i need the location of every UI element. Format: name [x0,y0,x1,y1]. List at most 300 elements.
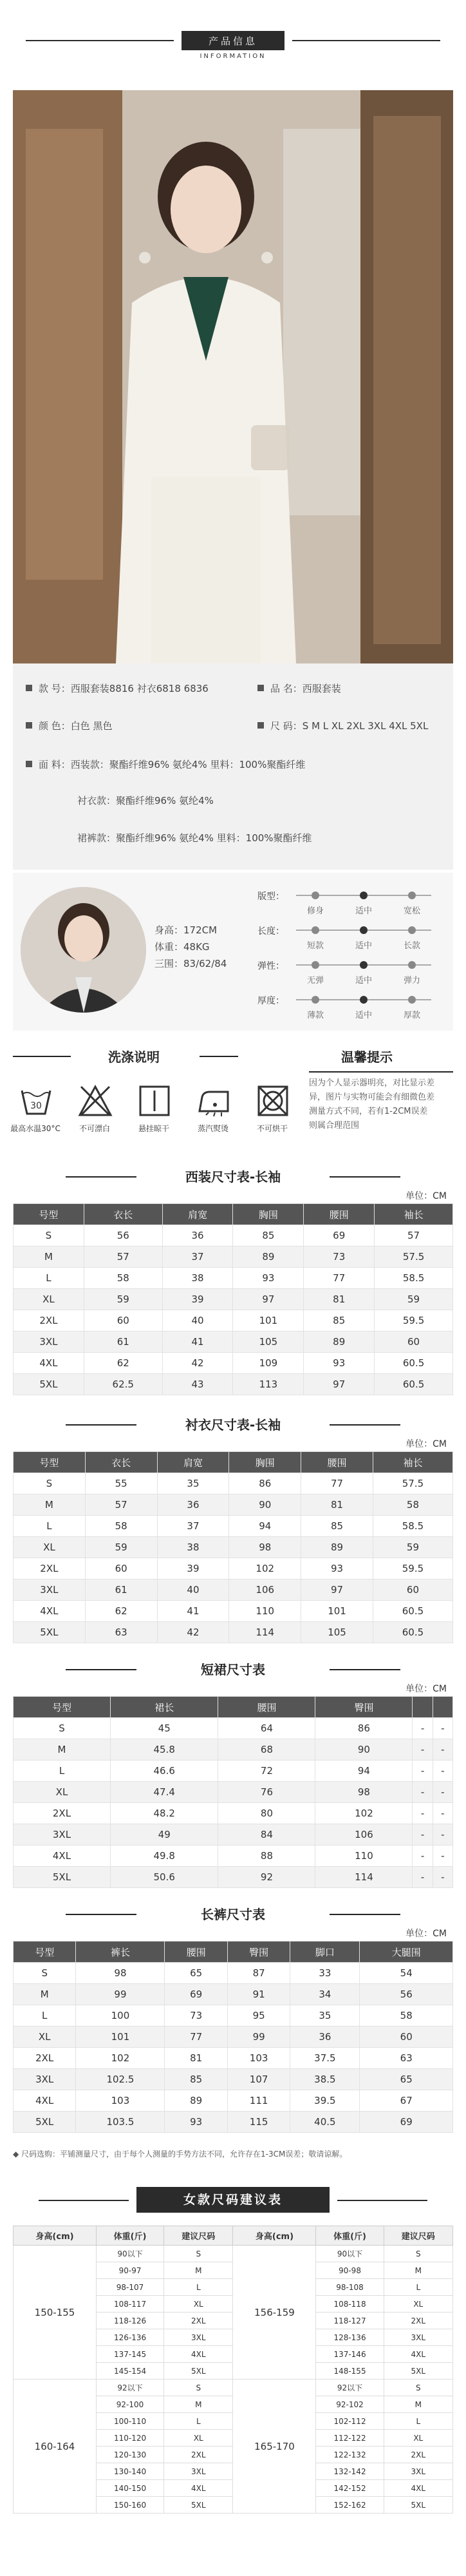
table-cell: 115 [227,2112,290,2133]
table-cell: 48.2 [110,1803,218,1824]
scale-dot [360,926,368,934]
table-cell: S [14,1225,84,1246]
table-cell: 38 [157,1537,229,1558]
table-cell: 113 [233,1374,304,1395]
table-cell: 93 [301,1558,373,1579]
table-row [14,1984,453,2005]
care-section [10,1047,453,1153]
table-cell: 64 [218,1718,315,1739]
rec-weight-cell: 90以下 [97,2246,164,2262]
table-cell: 5XL [14,1867,111,1888]
size-table-unit: 单位：CM [405,1439,447,1449]
table-cell: 2XL [14,2048,76,2069]
table-header-cell [413,1697,433,1718]
table-cell: XL [14,1289,84,1310]
table-cell: 45 [110,1718,218,1739]
table-cell: 59.5 [375,1310,453,1331]
table-cell: 4XL [14,1846,111,1867]
table-cell: 89 [304,1331,375,1353]
table-cell: 89 [165,2090,227,2112]
table-cell: 85 [165,2069,227,2090]
rec-row [14,2380,453,2396]
table-cell: 40 [162,1310,233,1331]
table-cell: 69 [304,1225,375,1246]
table-header-cell [433,1697,452,1718]
rec-size-cell: 4XL [384,2346,452,2363]
table-row [14,1803,453,1824]
tip-line: 异，图片与实物可能会有细微色差 [309,1092,435,1102]
size-table-title: 短裙尺寸表 [136,1659,330,1681]
rec-size-cell: 2XL [384,2313,452,2329]
table-cell: 94 [315,1760,413,1782]
scale-option: 短款 [306,941,324,951]
table-cell: 114 [229,1622,301,1643]
table-cell: 5XL [14,1622,86,1643]
table-cell: 85 [233,1225,304,1246]
rec-weight-cell: 98-107 [97,2279,164,2296]
table-cell: M [14,1246,84,1268]
table-row [14,2048,453,2069]
rec-size-cell: XL [384,2430,452,2447]
model-avatar [21,887,146,1013]
size-table-unit: 单位：CM [405,1929,447,1939]
table-cell: - [413,1846,433,1867]
table-cell: 84 [218,1824,315,1846]
table-cell: 4XL [14,1601,86,1622]
table-header-cell: 肩宽 [157,1452,229,1473]
table-cell: 65 [360,2069,453,2090]
rec-size-cell: L [384,2413,452,2430]
table-cell: 3XL [14,1331,84,1353]
table-row [14,1718,453,1739]
table-cell: 58 [360,2005,453,2027]
table-cell: 81 [165,2048,227,2069]
rec-weight-cell: 108-118 [316,2296,384,2313]
scale-dot [312,926,319,934]
table-cell: 73 [165,2005,227,2027]
table-cell: 67 [360,2090,453,2112]
size-recommendation-table [13,2226,453,2514]
table-cell: 60.5 [375,1374,453,1395]
table-cell: 77 [304,1268,375,1289]
table-cell: 59 [84,1289,162,1310]
table-cell: 99 [227,2027,290,2048]
table-cell: - [433,1867,452,1888]
table-row [14,2090,453,2112]
table-cell: 60.5 [375,1353,453,1374]
scale-option: 适中 [355,976,372,986]
water-temp-value: 30 [30,1101,42,1111]
table-cell: L [14,1516,86,1537]
rec-header-cell: 建议尺码 [164,2226,233,2246]
table-row [14,1353,453,1374]
table-cell: XL [14,1782,111,1803]
table-cell: 59 [373,1537,452,1558]
model-weight: 体重：48KG [154,941,210,953]
table-cell: 57.5 [375,1246,453,1268]
rec-size-cell: L [384,2279,452,2296]
table-row [14,2112,453,2133]
table-cell: 109 [233,1353,304,1374]
table-cell: 58 [84,1268,162,1289]
table-header-row [14,1942,453,1963]
table-cell: 63 [85,1622,157,1643]
table-cell: 47.4 [110,1782,218,1803]
hang-dry-icon [136,1083,172,1119]
care-caption: 不可漂白 [79,1124,110,1133]
scale-dot [408,892,416,899]
table-row [14,1516,453,1537]
table-cell: 110 [315,1846,413,1867]
care-caption: 蒸汽熨烫 [197,1124,228,1133]
tip-line: 测量方式不同，若有1-2CM误差 [309,1107,428,1116]
table-cell: 98 [315,1782,413,1803]
table-cell: 37 [162,1246,233,1268]
table-cell: 60.5 [373,1601,452,1622]
table-row [14,1289,453,1310]
table-row [14,1601,453,1622]
table-cell: 98 [76,1963,165,1984]
table-cell: - [433,1739,452,1760]
table-cell: 69 [360,2112,453,2133]
table-cell: 106 [315,1824,413,1846]
rec-weight-cell: 128-136 [316,2329,384,2346]
tips-text [309,1076,434,1133]
table-cell: 50.6 [110,1867,218,1888]
product-photo [13,90,453,663]
size-table-section [13,1659,453,1897]
table-header-cell: 裤长 [76,1942,165,1963]
table-cell: 63 [360,2048,453,2069]
table-cell: S [14,1718,111,1739]
care-caption: 不可烘干 [256,1124,288,1133]
table-header-cell: 号型 [14,1697,111,1718]
scale-option: 适中 [355,941,372,951]
scale-option: 适中 [355,1011,372,1020]
table-cell: 97 [301,1579,373,1601]
rec-weight-cell: 102-112 [316,2413,384,2430]
rec-size-cell: XL [384,2296,452,2313]
table-cell: 93 [233,1268,304,1289]
table-cell: L [14,1760,111,1782]
table-cell: 58 [85,1516,157,1537]
scale-label: 厚度： [257,996,284,1006]
table-cell: 5XL [14,1374,84,1395]
table-cell: 95 [227,2005,290,2027]
table-cell: 90 [315,1739,413,1760]
table-cell: 2XL [14,1310,84,1331]
model-avatar-illustration [21,887,146,1013]
rec-size-cell: L [164,2413,233,2430]
table-cell: 94 [229,1516,301,1537]
rec-header-cell: 体重(斤) [97,2226,164,2246]
rec-row [14,2246,453,2262]
table-cell: 60 [85,1558,157,1579]
table-cell: 97 [233,1289,304,1310]
table-cell: 89 [233,1246,304,1268]
model-height: 身高：172CM [154,924,218,936]
table-row [14,1558,453,1579]
rec-header-cell: 建议尺码 [384,2226,452,2246]
table-cell: 42 [157,1622,229,1643]
table-header-row [14,1204,453,1225]
table-cell: 35 [290,2005,360,2027]
table-cell: - [433,1760,452,1782]
table-header-cell: 衣长 [85,1452,157,1473]
table-header-cell: 臀围 [227,1942,290,1963]
table-cell: - [413,1867,433,1888]
table-cell: 39.5 [290,2090,360,2112]
rec-size-cell: 5XL [384,2497,452,2514]
table-cell: 93 [165,2112,227,2133]
scale-dot [360,892,368,899]
table-cell: 46.6 [110,1760,218,1782]
product-info-panel [13,663,453,870]
table-cell: 57 [85,1494,157,1516]
rec-weight-cell: 140-150 [97,2480,164,2497]
model-info-panel [13,873,453,1031]
style-number-value: 西服套装8816 衬衣6818 6836 [70,683,209,694]
rec-size-cell: M [164,2396,233,2413]
table-row [14,1268,453,1289]
rec-weight-cell: 98-108 [316,2279,384,2296]
table-cell: 105 [301,1622,373,1643]
rec-size-cell: S [164,2246,233,2262]
rec-header-row [14,2226,453,2246]
fabric-label: 面 料： [39,759,71,770]
table-header-cell: 袖长 [373,1452,452,1473]
table-cell: 102 [76,2048,165,2069]
table-row [14,2069,453,2090]
rec-size-cell: 4XL [164,2480,233,2497]
table-cell: 69 [165,1984,227,2005]
scale-option: 修身 [306,906,324,916]
table-cell: 59 [375,1289,453,1310]
rec-weight-cell: 137-145 [97,2346,164,2363]
table-cell: 54 [360,1963,453,1984]
table-cell: 60 [373,1579,452,1601]
table-cell: 73 [304,1246,375,1268]
table-cell: 39 [157,1558,229,1579]
size-table [13,1203,453,1395]
rec-weight-cell: 112-122 [316,2430,384,2447]
rec-weight-cell: 92以下 [316,2380,384,2396]
table-cell: 85 [301,1516,373,1537]
table-header-cell: 臀围 [315,1697,413,1718]
table-cell: 61 [84,1331,162,1353]
table-cell: 72 [218,1760,315,1782]
size-table-title: 衬衣尺寸表-长袖 [136,1414,330,1436]
rec-height-cell: 150-155 [14,2246,97,2380]
rec-weight-cell: 122-132 [316,2447,384,2463]
table-header-cell: 脚口 [290,1942,360,1963]
bullet-square-icon [257,685,264,691]
table-row [14,1963,453,1984]
table-cell: - [413,1718,433,1739]
size-table [13,1941,453,2133]
color-row [26,719,113,732]
rec-size-cell: M [384,2396,452,2413]
table-header-cell: 胸围 [233,1204,304,1225]
header-divider-left [26,40,174,41]
rec-weight-cell: 120-130 [97,2447,164,2463]
care-divider-left [13,1056,71,1057]
table-header-row [14,1452,453,1473]
table-cell: 60 [375,1331,453,1353]
table-cell: 36 [157,1494,229,1516]
fabric-suit: 西装款：聚酯纤维96% 氨纶4% 里料：100%聚酯纤维 [70,759,306,770]
rec-weight-cell: 90-97 [97,2262,164,2279]
rec-weight-cell: 92以下 [97,2380,164,2396]
rec-weight-cell: 137-146 [316,2346,384,2363]
table-cell: 92 [218,1867,315,1888]
table-header-cell: 腰围 [301,1452,373,1473]
rec-weight-cell: 92-100 [97,2396,164,2413]
table-cell: - [413,1824,433,1846]
table-cell: S [14,1473,86,1494]
table-cell: - [433,1803,452,1824]
care-title: 洗涤说明 [108,1049,160,1065]
table-cell: 107 [227,2069,290,2090]
rec-weight-cell: 150-160 [97,2497,164,2514]
table-cell: 57 [84,1246,162,1268]
table-cell: 99 [76,1984,165,2005]
scale-dot [312,996,319,1004]
table-cell: 60 [360,2027,453,2048]
no-tumble-dry-icon [255,1083,291,1119]
table-cell: 105 [233,1331,304,1353]
table-header-cell: 胸围 [229,1452,301,1473]
table-cell: 41 [157,1601,229,1622]
table-cell: 91 [227,1984,290,2005]
rec-size-cell: S [384,2380,452,2396]
scale-option: 长款 [403,941,420,951]
size-table-title: 长裤尺寸表 [136,1903,330,1925]
table-row [14,1782,453,1803]
tip-line: 因为个人显示器明亮，对比显示差 [309,1078,435,1088]
rec-weight-cell: 118-127 [316,2313,384,2329]
table-cell: 36 [290,2027,360,2048]
rec-header-cell: 身高(cm) [233,2226,316,2246]
table-cell: - [433,1718,452,1739]
table-cell: 35 [157,1473,229,1494]
table-cell: 43 [162,1374,233,1395]
table-cell: 98 [229,1537,301,1558]
size-table-section [13,1414,453,1652]
rec-title: 女款尺码建议表 [136,2187,330,2213]
table-cell: 49.8 [110,1846,218,1867]
table-cell: 103 [227,2048,290,2069]
table-cell: 62 [85,1601,157,1622]
table-cell: 58.5 [373,1516,452,1537]
rec-size-cell: 5XL [164,2497,233,2514]
rec-divider-right [337,2200,427,2201]
scale-option: 薄款 [306,1011,324,1020]
table-cell: 62.5 [84,1374,162,1395]
rec-weight-cell: 152-162 [316,2497,384,2514]
table-cell: 106 [229,1579,301,1601]
table-cell: 102 [315,1803,413,1824]
table-cell: 57.5 [373,1473,452,1494]
table-cell: 33 [290,1963,360,1984]
scale-option: 厚款 [403,1011,420,1020]
rec-size-cell: 3XL [384,2329,452,2346]
size-table-section [13,1903,453,2142]
bullet-square-icon [26,761,32,767]
table-cell: 65 [165,1963,227,1984]
rec-weight-cell: 132-142 [316,2463,384,2480]
table-header-cell: 裙长 [110,1697,218,1718]
product-photo-illustration [13,90,453,663]
table-cell: 86 [315,1718,413,1739]
rec-weight-cell: 110-120 [97,2430,164,2447]
rec-size-cell: 2XL [164,2313,233,2329]
scale-option: 无弹 [306,976,324,986]
rec-weight-cell: 92-102 [316,2396,384,2413]
table-cell: 59.5 [373,1558,452,1579]
table-cell: 45.8 [110,1739,218,1760]
table-cell: 97 [304,1374,375,1395]
table-row [14,1473,453,1494]
rec-height-cell: 156-159 [233,2246,316,2380]
scale-dot [312,961,319,969]
table-cell: 77 [301,1473,373,1494]
scale-dot [408,926,416,934]
scale-dot [312,892,319,899]
table-cell: 88 [218,1846,315,1867]
table-header-row [14,1697,453,1718]
table-cell: 2XL [14,1803,111,1824]
table-cell: L [14,1268,84,1289]
table-row [14,1494,453,1516]
size-value: S M L XL 2XL 3XL 4XL 5XL [302,720,429,732]
size-row [257,719,428,732]
table-cell: 34 [290,1984,360,2005]
table-header-cell: 大腿围 [360,1942,453,1963]
table-cell: 38 [162,1268,233,1289]
table-header-cell: 号型 [14,1204,84,1225]
table-cell: 90 [229,1494,301,1516]
product-name-label: 品 名： [270,683,303,694]
scale-dot [360,996,368,1004]
table-cell: 68 [218,1739,315,1760]
rec-size-cell: 3XL [384,2463,452,2480]
color-label: 颜 色： [39,720,71,732]
scale-label: 长度： [257,926,284,937]
table-cell: 37 [157,1516,229,1537]
rec-size-cell: 2XL [164,2447,233,2463]
rec-size-cell: XL [164,2430,233,2447]
tips-title: 温馨提示 [341,1049,393,1065]
rec-size-cell: S [164,2380,233,2396]
table-cell: - [433,1846,452,1867]
size-table-title: 西装尺寸表-长袖 [136,1166,330,1188]
table-cell: M [14,1984,76,2005]
rec-weight-cell: 108-117 [97,2296,164,2313]
table-cell: 38.5 [290,2069,360,2090]
table-header-cell: 腰围 [165,1942,227,1963]
scale-label: 弹性： [257,961,284,971]
table-cell: - [413,1760,433,1782]
rec-size-cell: 3XL [164,2329,233,2346]
table-cell: 56 [84,1225,162,1246]
size-table-unit: 单位：CM [405,1191,447,1201]
table-cell: M [14,1739,111,1760]
rec-size-cell: 5XL [164,2363,233,2380]
table-cell: 101 [301,1601,373,1622]
scale-label: 版型： [257,892,284,902]
no-bleach-icon [77,1083,113,1119]
